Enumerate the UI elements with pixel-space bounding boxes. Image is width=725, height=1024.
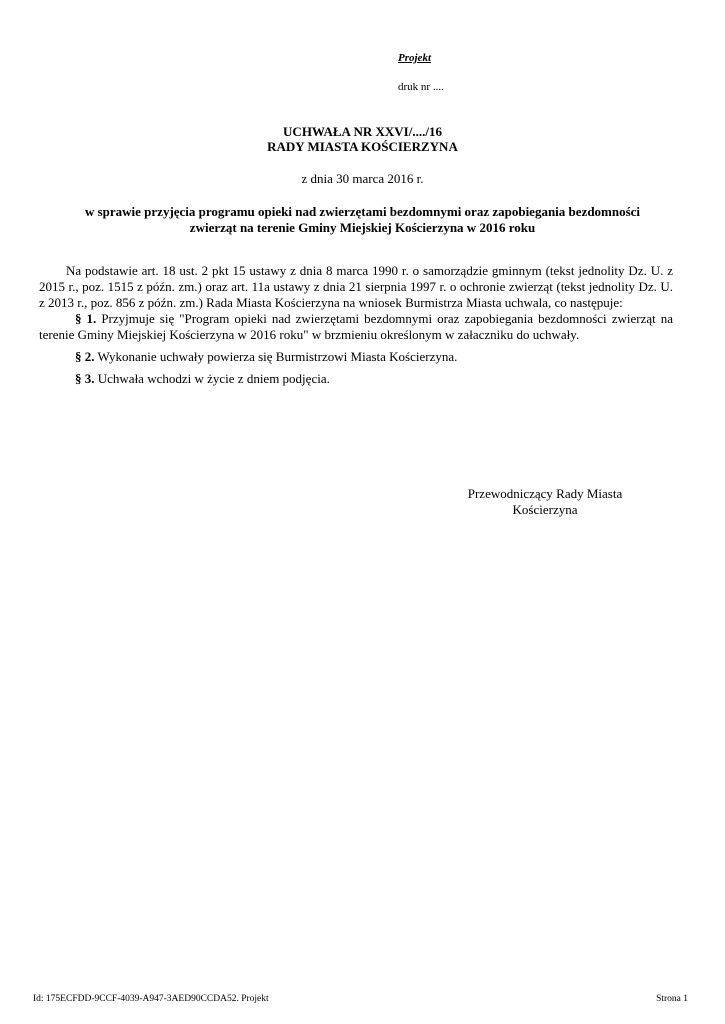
signature-line1: Przewodniczący Rady Miasta — [467, 486, 623, 501]
footer-document-id: Id: 175ECFDD-9CCF-4039-A947-3AED90CCDA52. Projekt — [33, 994, 269, 1004]
paragraph-1-text: Przyjmuje się "Program opieki nad zwierzętami bezdomnymi oraz zapobiegania bezdomności zwierząt na terenie Gminy Miejskiej Kościerzyna w 2016 roku" w brzmieniu określonym w załaczniku do uchwały. — [39, 311, 674, 342]
resolution-body — [39, 263, 673, 387]
paragraph-1 — [39, 311, 673, 343]
resolution-subject-line2: zwierząt na terenie Gminy Miejskiej Kościerzyna w 2016 roku — [189, 220, 536, 235]
resolution-date: z dnia 30 marca 2016 r. — [301, 171, 424, 186]
paragraph-1-label: § 1. — [75, 311, 97, 326]
signature-line2: Kościerzyna — [512, 502, 578, 517]
paragraph-3-label: § 3. — [75, 371, 95, 386]
resolution-title-line2: RADY MIASTA KOŚCIERZYNA — [267, 139, 458, 154]
resolution-title — [0, 124, 725, 154]
resolution-subject-line1: w sprawie przyjęcia programu opieki nad zwierzętami bezdomnymi oraz zapobiegania bezdomności — [84, 204, 641, 219]
paragraph-2 — [39, 349, 673, 365]
druk-number: druk nr .... — [398, 81, 444, 93]
footer-page-number: Strona 1 — [656, 994, 688, 1004]
paragraph-2-text: Wykonanie uchwały powierza się Burmistrzowi Miasta Kościerzyna. — [97, 349, 458, 364]
paragraph-2-label: § 2. — [75, 349, 95, 364]
resolution-title-line1: UCHWAŁA NR XXVI/..../16 — [283, 124, 442, 139]
legal-basis: Na podstawie art. 18 ust. 2 pkt 15 ustawy z dnia 8 marca 1990 r. o samorządzie gminnym (tekst jednolity Dz. U. z 2015 r., poz. 1515 z późn. zm.) oraz art. 11a ustawy z dnia 21 sierpnia 1997 r. o ochronie zwierząt (tekst jednolity Dz. U. z 2013 r., poz. 856 z późn. zm.) Rada Miasta Kościerzyna na wniosek Burmistrza Miasta uchwala, co następuje: — [39, 263, 673, 310]
paragraph-3 — [39, 371, 673, 387]
resolution-subject — [60, 204, 665, 236]
projekt-label: Projekt — [398, 52, 431, 64]
paragraph-3-text: Uchwała wchodzi w życie z dniem podjęcia. — [97, 371, 330, 386]
signature-block — [420, 486, 670, 518]
